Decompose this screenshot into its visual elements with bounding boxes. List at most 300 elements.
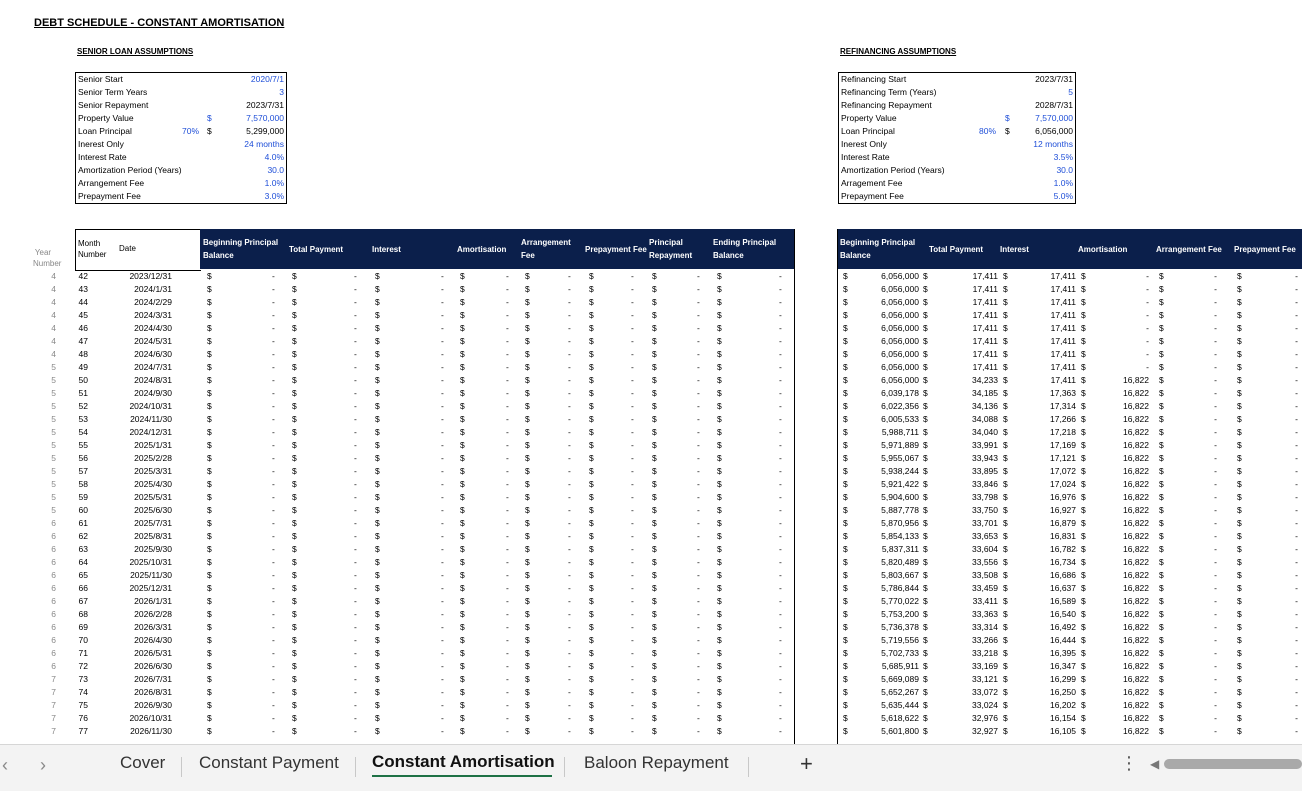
senior-value-dash[interactable]: -	[441, 726, 444, 736]
assumption-value[interactable]: 3	[279, 87, 284, 97]
assumption-value[interactable]: 2023/7/31	[246, 100, 284, 110]
refi-value[interactable]: 16,822	[1123, 713, 1149, 723]
senior-value-dash[interactable]: -	[506, 388, 509, 398]
senior-value-dash[interactable]: -	[506, 271, 509, 281]
senior-value-dash[interactable]: -	[697, 726, 700, 736]
refi-value[interactable]: 5,870,956	[881, 518, 919, 528]
senior-value-dash[interactable]: -	[631, 505, 634, 515]
senior-value-dash[interactable]: -	[272, 414, 275, 424]
refi-value[interactable]: -	[1214, 336, 1217, 346]
refi-value[interactable]: -	[1214, 284, 1217, 294]
senior-value-dash[interactable]: -	[779, 726, 782, 736]
senior-value-dash[interactable]: -	[697, 674, 700, 684]
refi-value[interactable]: -	[1295, 440, 1298, 450]
senior-value-dash[interactable]: -	[779, 674, 782, 684]
refi-col-header[interactable]: Arrangement Fee	[1156, 244, 1222, 254]
senior-value-dash[interactable]: -	[272, 518, 275, 528]
senior-value-dash[interactable]: -	[568, 557, 571, 567]
senior-value-dash[interactable]: -	[506, 310, 509, 320]
senior-value-dash[interactable]: -	[697, 700, 700, 710]
refi-value[interactable]: 5,685,911	[881, 661, 919, 671]
senior-value-dash[interactable]: -	[779, 518, 782, 528]
senior-value-dash[interactable]: -	[779, 479, 782, 489]
refi-value[interactable]: 33,363	[972, 609, 998, 619]
tab-baloon-repayment[interactable]: Baloon Repayment	[584, 753, 729, 772]
senior-value-dash[interactable]: -	[441, 544, 444, 554]
refi-value[interactable]: -	[1214, 622, 1217, 632]
senior-value-dash[interactable]: -	[568, 570, 571, 580]
assumption-value[interactable]: 7,570,000	[246, 113, 284, 123]
senior-value-dash[interactable]: -	[697, 713, 700, 723]
senior-value-dash[interactable]: -	[568, 726, 571, 736]
senior-value-dash[interactable]: -	[441, 570, 444, 580]
senior-value-dash[interactable]: -	[631, 336, 634, 346]
senior-value-dash[interactable]: -	[779, 310, 782, 320]
refi-value[interactable]: -	[1295, 635, 1298, 645]
refi-value[interactable]: -	[1214, 440, 1217, 450]
senior-value-dash[interactable]: -	[568, 323, 571, 333]
refi-value[interactable]: 5,635,444	[881, 700, 919, 710]
refi-value[interactable]: 16,822	[1123, 674, 1149, 684]
senior-value-dash[interactable]: -	[354, 583, 357, 593]
assumption-value[interactable]: 24 months	[244, 139, 284, 149]
senior-value-dash[interactable]: -	[697, 310, 700, 320]
senior-value-dash[interactable]: -	[631, 544, 634, 554]
senior-value-dash[interactable]: -	[779, 375, 782, 385]
refi-value[interactable]: 17,411	[972, 336, 998, 346]
senior-value-dash[interactable]: -	[697, 271, 700, 281]
senior-value-dash[interactable]: -	[354, 674, 357, 684]
senior-value-dash[interactable]: -	[779, 466, 782, 476]
senior-value-dash[interactable]: -	[631, 466, 634, 476]
assumption-value[interactable]: 1.0%	[1053, 178, 1073, 188]
senior-value-dash[interactable]: -	[441, 427, 444, 437]
refi-value[interactable]: 16,822	[1123, 583, 1149, 593]
senior-col-header[interactable]: Arrangement Fee	[521, 238, 571, 260]
senior-value-dash[interactable]: -	[568, 622, 571, 632]
senior-value-dash[interactable]: -	[441, 648, 444, 658]
senior-value-dash[interactable]: -	[354, 557, 357, 567]
senior-value-dash[interactable]: -	[697, 583, 700, 593]
refi-value[interactable]: -	[1295, 388, 1298, 398]
senior-value-dash[interactable]: -	[568, 401, 571, 411]
senior-value-dash[interactable]: -	[779, 687, 782, 697]
refi-value[interactable]: 16,492	[1050, 622, 1076, 632]
refi-value[interactable]: 16,202	[1050, 700, 1076, 710]
refi-col-header[interactable]: Total Payment	[929, 244, 984, 254]
senior-value-dash[interactable]: -	[779, 323, 782, 333]
senior-value-dash[interactable]: -	[354, 388, 357, 398]
refi-value[interactable]: -	[1295, 349, 1298, 359]
senior-value-dash[interactable]: -	[272, 284, 275, 294]
senior-value-dash[interactable]: -	[506, 635, 509, 645]
senior-value-dash[interactable]: -	[354, 349, 357, 359]
refi-value[interactable]: -	[1295, 596, 1298, 606]
senior-value-dash[interactable]: -	[697, 297, 700, 307]
senior-value-dash[interactable]: -	[568, 362, 571, 372]
assumption-value[interactable]: 3.0%	[264, 191, 284, 201]
refi-value[interactable]: 33,943	[972, 453, 998, 463]
refi-value[interactable]: 16,927	[1050, 505, 1076, 515]
senior-value-dash[interactable]: -	[697, 349, 700, 359]
refi-value[interactable]: -	[1295, 362, 1298, 372]
senior-value-dash[interactable]: -	[272, 271, 275, 281]
refi-value[interactable]: 6,022,356	[881, 401, 919, 411]
refi-value[interactable]: -	[1214, 557, 1217, 567]
senior-value-dash[interactable]: -	[441, 492, 444, 502]
refi-value[interactable]: -	[1295, 531, 1298, 541]
senior-value-dash[interactable]: -	[697, 687, 700, 697]
assumption-value[interactable]: 3.5%	[1053, 152, 1073, 162]
refi-value[interactable]: 17,121	[1050, 453, 1076, 463]
senior-value-dash[interactable]: -	[441, 388, 444, 398]
refi-value[interactable]: 16,347	[1050, 661, 1076, 671]
senior-col-header[interactable]: Interest	[372, 244, 401, 254]
senior-col-header[interactable]: Amortisation	[457, 244, 507, 254]
senior-value-dash[interactable]: -	[779, 635, 782, 645]
refi-value[interactable]: 17,411	[972, 310, 998, 320]
refi-value[interactable]: 33,459	[972, 583, 998, 593]
senior-value-dash[interactable]: -	[631, 635, 634, 645]
senior-value-dash[interactable]: -	[568, 713, 571, 723]
senior-value-dash[interactable]: -	[779, 531, 782, 541]
refi-value[interactable]: 17,411	[1050, 284, 1076, 294]
chevron-left-icon[interactable]: ‹	[2, 755, 8, 775]
senior-value-dash[interactable]: -	[506, 583, 509, 593]
senior-value-dash[interactable]: -	[697, 635, 700, 645]
refi-value[interactable]: 16,822	[1123, 635, 1149, 645]
senior-col-header[interactable]: Total Payment	[289, 244, 344, 254]
refi-value[interactable]: 33,798	[972, 492, 998, 502]
senior-value-dash[interactable]: -	[354, 271, 357, 281]
senior-value-dash[interactable]: -	[354, 648, 357, 658]
senior-value-dash[interactable]: -	[631, 674, 634, 684]
assumption-value[interactable]: 2020/7/1	[250, 74, 284, 84]
assumption-value[interactable]: 5	[1068, 87, 1073, 97]
senior-value-dash[interactable]: -	[506, 479, 509, 489]
senior-value-dash[interactable]: -	[272, 596, 275, 606]
senior-value-dash[interactable]: -	[568, 687, 571, 697]
senior-value-dash[interactable]: -	[272, 310, 275, 320]
senior-value-dash[interactable]: -	[568, 531, 571, 541]
refi-value[interactable]: -	[1295, 544, 1298, 554]
refi-value[interactable]: 17,411	[972, 297, 998, 307]
senior-value-dash[interactable]: -	[779, 388, 782, 398]
refi-value[interactable]: 34,185	[972, 388, 998, 398]
refi-value[interactable]: 33,508	[972, 570, 998, 580]
senior-value-dash[interactable]: -	[631, 726, 634, 736]
senior-value-dash[interactable]: -	[441, 700, 444, 710]
senior-value-dash[interactable]: -	[697, 518, 700, 528]
refi-value[interactable]: 17,169	[1050, 440, 1076, 450]
refi-value[interactable]: 6,056,000	[881, 349, 919, 359]
senior-value-dash[interactable]: -	[631, 661, 634, 671]
senior-value-dash[interactable]: -	[506, 505, 509, 515]
refi-value[interactable]: -	[1295, 557, 1298, 567]
refi-value[interactable]: 5,837,311	[881, 544, 919, 554]
refi-value[interactable]: -	[1295, 583, 1298, 593]
senior-value-dash[interactable]: -	[631, 492, 634, 502]
senior-value-dash[interactable]: -	[506, 596, 509, 606]
senior-value-dash[interactable]: -	[441, 479, 444, 489]
senior-value-dash[interactable]: -	[354, 323, 357, 333]
senior-value-dash[interactable]: -	[568, 479, 571, 489]
senior-value-dash[interactable]: -	[441, 609, 444, 619]
senior-value-dash[interactable]: -	[506, 518, 509, 528]
senior-value-dash[interactable]: -	[697, 492, 700, 502]
senior-value-dash[interactable]: -	[272, 674, 275, 684]
refi-value[interactable]: -	[1295, 609, 1298, 619]
refi-value[interactable]: -	[1214, 505, 1217, 515]
refi-value[interactable]: -	[1146, 336, 1149, 346]
senior-value-dash[interactable]: -	[441, 310, 444, 320]
senior-value-dash[interactable]: -	[272, 440, 275, 450]
senior-value-dash[interactable]: -	[779, 544, 782, 554]
refi-value[interactable]: 17,411	[1050, 336, 1076, 346]
refi-value[interactable]: -	[1214, 713, 1217, 723]
senior-value-dash[interactable]: -	[568, 271, 571, 281]
refi-value[interactable]: 32,927	[972, 726, 998, 736]
refi-value[interactable]: -	[1214, 362, 1217, 372]
senior-value-dash[interactable]: -	[779, 505, 782, 515]
senior-value-dash[interactable]: -	[631, 453, 634, 463]
senior-value-dash[interactable]: -	[697, 609, 700, 619]
senior-value-dash[interactable]: -	[631, 583, 634, 593]
senior-value-dash[interactable]: -	[506, 700, 509, 710]
senior-value-dash[interactable]: -	[568, 336, 571, 346]
refi-value[interactable]: 34,233	[972, 375, 998, 385]
senior-value-dash[interactable]: -	[354, 661, 357, 671]
senior-value-dash[interactable]: -	[506, 336, 509, 346]
senior-value-dash[interactable]: -	[631, 427, 634, 437]
refi-value[interactable]: -	[1214, 635, 1217, 645]
senior-value-dash[interactable]: -	[697, 531, 700, 541]
senior-value-dash[interactable]: -	[568, 635, 571, 645]
refi-value[interactable]: 33,991	[972, 440, 998, 450]
senior-value-dash[interactable]: -	[354, 726, 357, 736]
senior-col-header[interactable]: Prepayment Fee	[585, 244, 647, 254]
refi-value[interactable]: 17,218	[1050, 427, 1076, 437]
senior-value-dash[interactable]: -	[272, 544, 275, 554]
senior-value-dash[interactable]: -	[631, 414, 634, 424]
refi-value[interactable]: 6,056,000	[881, 375, 919, 385]
senior-value-dash[interactable]: -	[441, 362, 444, 372]
refi-value[interactable]: -	[1214, 583, 1217, 593]
senior-value-dash[interactable]: -	[631, 570, 634, 580]
refi-value[interactable]: 5,652,267	[881, 687, 919, 697]
senior-value-dash[interactable]: -	[631, 609, 634, 619]
senior-value-dash[interactable]: -	[631, 557, 634, 567]
refi-value[interactable]: -	[1295, 570, 1298, 580]
refi-value[interactable]: 16,976	[1050, 492, 1076, 502]
senior-value-dash[interactable]: -	[697, 661, 700, 671]
senior-value-dash[interactable]: -	[354, 362, 357, 372]
refi-value[interactable]: 5,803,667	[881, 570, 919, 580]
senior-value-dash[interactable]: -	[441, 687, 444, 697]
senior-value-dash[interactable]: -	[354, 492, 357, 502]
senior-value-dash[interactable]: -	[354, 609, 357, 619]
senior-value-dash[interactable]: -	[354, 440, 357, 450]
refi-value[interactable]: 16,822	[1123, 700, 1149, 710]
refi-value[interactable]: -	[1146, 323, 1149, 333]
refi-value[interactable]: 5,971,889	[881, 440, 919, 450]
senior-value-dash[interactable]: -	[568, 284, 571, 294]
refi-value[interactable]: -	[1295, 726, 1298, 736]
refi-value[interactable]: -	[1295, 466, 1298, 476]
refi-value[interactable]: -	[1295, 336, 1298, 346]
senior-value-dash[interactable]: -	[272, 375, 275, 385]
senior-value-dash[interactable]: -	[441, 336, 444, 346]
assumption-value[interactable]: 30.0	[1056, 165, 1073, 175]
refi-col-header[interactable]: Beginning Principal Balance	[840, 238, 916, 260]
senior-value-dash[interactable]: -	[568, 297, 571, 307]
refi-value[interactable]: -	[1214, 687, 1217, 697]
refi-value[interactable]: 16,250	[1050, 687, 1076, 697]
refi-value[interactable]: 16,822	[1123, 414, 1149, 424]
refi-value[interactable]: -	[1295, 687, 1298, 697]
senior-value-dash[interactable]: -	[441, 323, 444, 333]
senior-value-dash[interactable]: -	[568, 505, 571, 515]
senior-value-dash[interactable]: -	[568, 518, 571, 528]
senior-value-dash[interactable]: -	[272, 388, 275, 398]
senior-value-dash[interactable]: -	[697, 388, 700, 398]
senior-value-dash[interactable]: -	[272, 323, 275, 333]
refi-value[interactable]: 17,411	[972, 362, 998, 372]
assumption-value[interactable]: 12 months	[1033, 139, 1073, 149]
senior-value-dash[interactable]: -	[272, 622, 275, 632]
refi-col-header[interactable]: Interest	[1000, 244, 1029, 254]
senior-value-dash[interactable]: -	[697, 466, 700, 476]
senior-value-dash[interactable]: -	[779, 349, 782, 359]
refi-value[interactable]: -	[1214, 388, 1217, 398]
refi-value[interactable]: 17,411	[1050, 375, 1076, 385]
senior-value-dash[interactable]: -	[354, 466, 357, 476]
senior-value-dash[interactable]: -	[697, 401, 700, 411]
senior-value-dash[interactable]: -	[441, 713, 444, 723]
assumption-value[interactable]: 4.0%	[264, 152, 284, 162]
senior-value-dash[interactable]: -	[441, 622, 444, 632]
refi-value[interactable]: 33,750	[972, 505, 998, 515]
senior-value-dash[interactable]: -	[697, 323, 700, 333]
refi-value[interactable]: -	[1295, 505, 1298, 515]
senior-value-dash[interactable]: -	[779, 700, 782, 710]
senior-value-dash[interactable]: -	[631, 713, 634, 723]
refi-value[interactable]: 17,411	[1050, 362, 1076, 372]
refi-value[interactable]: 6,005,533	[881, 414, 919, 424]
senior-value-dash[interactable]: -	[506, 674, 509, 684]
assumption-value[interactable]: 6,056,000	[1035, 126, 1073, 136]
assumption-value[interactable]: 1.0%	[264, 178, 284, 188]
refi-value[interactable]: 5,786,844	[881, 583, 919, 593]
senior-value-dash[interactable]: -	[697, 414, 700, 424]
refi-value[interactable]: 16,822	[1123, 479, 1149, 489]
refi-value[interactable]: -	[1295, 375, 1298, 385]
senior-value-dash[interactable]: -	[272, 466, 275, 476]
chevron-right-icon[interactable]: ›	[40, 755, 46, 775]
refi-value[interactable]: 5,955,067	[881, 453, 919, 463]
senior-value-dash[interactable]: -	[506, 557, 509, 567]
senior-value-dash[interactable]: -	[631, 375, 634, 385]
senior-value-dash[interactable]: -	[779, 453, 782, 463]
senior-value-dash[interactable]: -	[631, 700, 634, 710]
senior-value-dash[interactable]: -	[272, 713, 275, 723]
refi-value[interactable]: 16,637	[1050, 583, 1076, 593]
senior-value-dash[interactable]: -	[441, 557, 444, 567]
refi-value[interactable]: 32,976	[972, 713, 998, 723]
refi-value[interactable]: 6,056,000	[881, 336, 919, 346]
senior-value-dash[interactable]: -	[697, 440, 700, 450]
refi-value[interactable]: 16,822	[1123, 570, 1149, 580]
tab-constant-payment[interactable]: Constant Payment	[199, 753, 339, 772]
senior-value-dash[interactable]: -	[272, 427, 275, 437]
refi-value[interactable]: 33,895	[972, 466, 998, 476]
senior-value-dash[interactable]: -	[631, 362, 634, 372]
senior-value-dash[interactable]: -	[354, 570, 357, 580]
refi-value[interactable]: -	[1214, 401, 1217, 411]
senior-value-dash[interactable]: -	[631, 479, 634, 489]
refi-value[interactable]: -	[1214, 661, 1217, 671]
refi-value[interactable]: -	[1146, 297, 1149, 307]
refi-value[interactable]: 16,105	[1050, 726, 1076, 736]
senior-value-dash[interactable]: -	[272, 492, 275, 502]
senior-value-dash[interactable]: -	[272, 531, 275, 541]
senior-value-dash[interactable]: -	[631, 297, 634, 307]
senior-value-dash[interactable]: -	[354, 284, 357, 294]
refi-value[interactable]: -	[1146, 362, 1149, 372]
senior-value-dash[interactable]: -	[354, 336, 357, 346]
senior-value-dash[interactable]: -	[441, 349, 444, 359]
senior-value-dash[interactable]: -	[354, 479, 357, 489]
refi-value[interactable]: -	[1295, 453, 1298, 463]
refi-value[interactable]: -	[1214, 466, 1217, 476]
assumption-value[interactable]: 30.0	[267, 165, 284, 175]
refi-value[interactable]: 17,411	[972, 271, 998, 281]
senior-value-dash[interactable]: -	[779, 414, 782, 424]
senior-value-dash[interactable]: -	[506, 609, 509, 619]
refi-value[interactable]: 5,988,711	[881, 427, 919, 437]
refi-value[interactable]: -	[1295, 414, 1298, 424]
senior-value-dash[interactable]: -	[506, 531, 509, 541]
senior-value-dash[interactable]: -	[779, 609, 782, 619]
senior-value-dash[interactable]: -	[779, 583, 782, 593]
refi-value[interactable]: -	[1295, 271, 1298, 281]
senior-value-dash[interactable]: -	[506, 726, 509, 736]
senior-value-dash[interactable]: -	[354, 531, 357, 541]
senior-value-dash[interactable]: -	[441, 466, 444, 476]
refi-value[interactable]: 16,822	[1123, 544, 1149, 554]
senior-value-dash[interactable]: -	[354, 518, 357, 528]
senior-value-dash[interactable]: -	[354, 713, 357, 723]
senior-value-dash[interactable]: -	[506, 323, 509, 333]
refi-value[interactable]: 5,702,733	[881, 648, 919, 658]
refi-value[interactable]: 5,618,622	[881, 713, 919, 723]
senior-value-dash[interactable]: -	[697, 557, 700, 567]
refi-value[interactable]: -	[1214, 531, 1217, 541]
senior-value-dash[interactable]: -	[354, 401, 357, 411]
senior-value-dash[interactable]: -	[779, 401, 782, 411]
senior-value-dash[interactable]: -	[354, 635, 357, 645]
refi-value[interactable]: 5,921,422	[881, 479, 919, 489]
senior-value-dash[interactable]: -	[631, 310, 634, 320]
senior-value-dash[interactable]: -	[272, 648, 275, 658]
senior-value-dash[interactable]: -	[272, 297, 275, 307]
senior-value-dash[interactable]: -	[506, 648, 509, 658]
senior-value-dash[interactable]: -	[631, 323, 634, 333]
refi-value[interactable]: -	[1146, 349, 1149, 359]
senior-value-dash[interactable]: -	[354, 544, 357, 554]
refi-value[interactable]: 33,266	[972, 635, 998, 645]
senior-value-dash[interactable]: -	[779, 713, 782, 723]
